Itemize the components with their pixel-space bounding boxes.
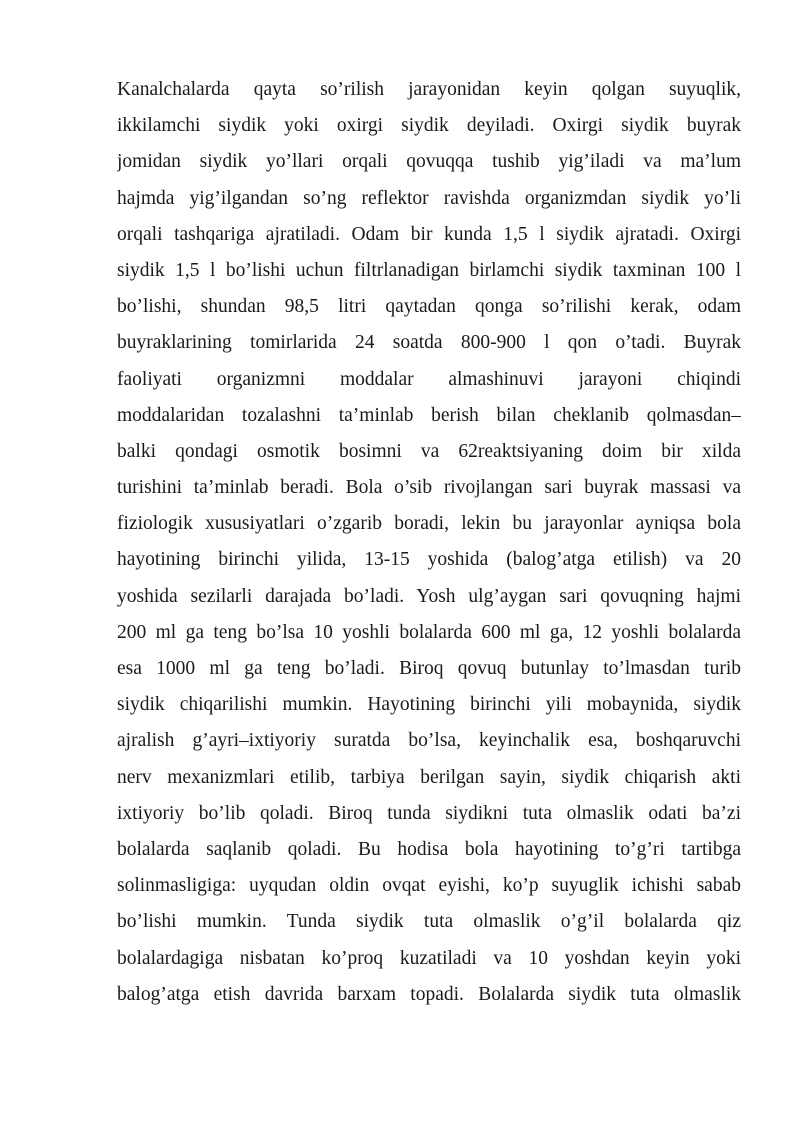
text-line: esa 1000 ml ga teng bo’ladi. Biroq qovuq butunlay to’lmasdan turib (117, 658, 741, 679)
text-line: bo’lishi mumkin. Tunda siydik tuta olmaslik o’g’il bolalarda qiz (117, 911, 741, 933)
text-line: fiziologik xususiyatlari o’zgarib boradi, lekin bu jarayonlar ayniqsa bola (117, 513, 741, 535)
text-line: balog’atga etish davrida barxam topadi. Bolalarda siydik tuta olmaslik (117, 983, 741, 1005)
text-line: ajralish g’ayri–ixtiyoriy suratda bo’lsa, keyinchalik esa, boshqaruvchi (117, 730, 741, 752)
text-line: nerv mexanizmlari etilib, tarbiya berilgan sayin, siydik chiqarish akti (117, 766, 741, 788)
text-line: solinmasligiga: uyqudan oldin ovqat eyishi, ko’p suyuglik ichishi sabab (117, 875, 741, 897)
text-line: orqali tashqariga ajratiladi. Odam bir kunda 1,5 l siydik ajratadi. Oxirgi (117, 223, 741, 245)
text-line: hayotining birinchi yilida, 13-15 yoshida (balog’atga etilish) va 20 (117, 549, 741, 571)
text-line: buyraklarining tomirlarida 24 soatda 800-900 l qon o’tadi. Buyrak (117, 332, 741, 354)
text-line: jomidan siydik yo’llari orqali qovuqqa tushib yig’iladi va ma’lum (117, 151, 741, 173)
text-line: turishini ta’minlab beradi. Bola o’sib rivojlangan sari buyrak massasi va (117, 477, 741, 499)
text-line: ixtiyoriy bo’lib qoladi. Biroq tunda siydikni tuta olmaslik odati ba’zi (117, 802, 741, 824)
text-line: siydik 1,5 l bo’lishi uchun filtrlanadigan birlamchi siydik taxminan 100 l (117, 259, 741, 281)
text-line: faoliyati organizmni moddalar almashinuvi jarayoni chiqindi (117, 368, 741, 390)
text-line: yoshida sezilarli darajada bo’ladi. Yosh ulg’aygan sari qovuqning hajmi (117, 585, 741, 607)
body-paragraph (117, 72, 741, 1013)
text-line: bolalardagiga nisbatan ko’proq kuzatiladi va 10 yoshdan keyin yoki (117, 947, 741, 969)
text-line: hajmda yig’ilgandan so’ng reflektor ravishda organizmdan siydik yo’li (117, 187, 741, 209)
text-line: bo’lishi, shundan 98,5 litri qaytadan qonga so’rilishi kerak, odam (117, 296, 741, 318)
text-line: balki qondagi osmotik bosimni va 62reaktsiyaning doim bir xilda (117, 440, 741, 462)
text-line: siydik chiqarilishi mumkin. Hayotining birinchi yili mobaynida, siydik (117, 694, 741, 716)
text-line: 200 ml ga teng bo’lsa 10 yoshli bolalarda 600 ml ga, 12 yoshli bolalarda (117, 621, 741, 643)
text-line: Kanalchalarda qayta so’rilish jarayonidan keyin qolgan suyuqlik, (117, 79, 741, 100)
text-line: ikkilamchi siydik yoki oxirgi siydik deyiladi. Oxirgi siydik buyrak (117, 115, 741, 137)
text-line: moddalaridan tozalashni ta’minlab berish bilan cheklanib qolmasdan– (117, 404, 741, 426)
text-line: bolalarda saqlanib qoladi. Bu hodisa bola hayotining to’g’ri tartibga (117, 838, 741, 860)
